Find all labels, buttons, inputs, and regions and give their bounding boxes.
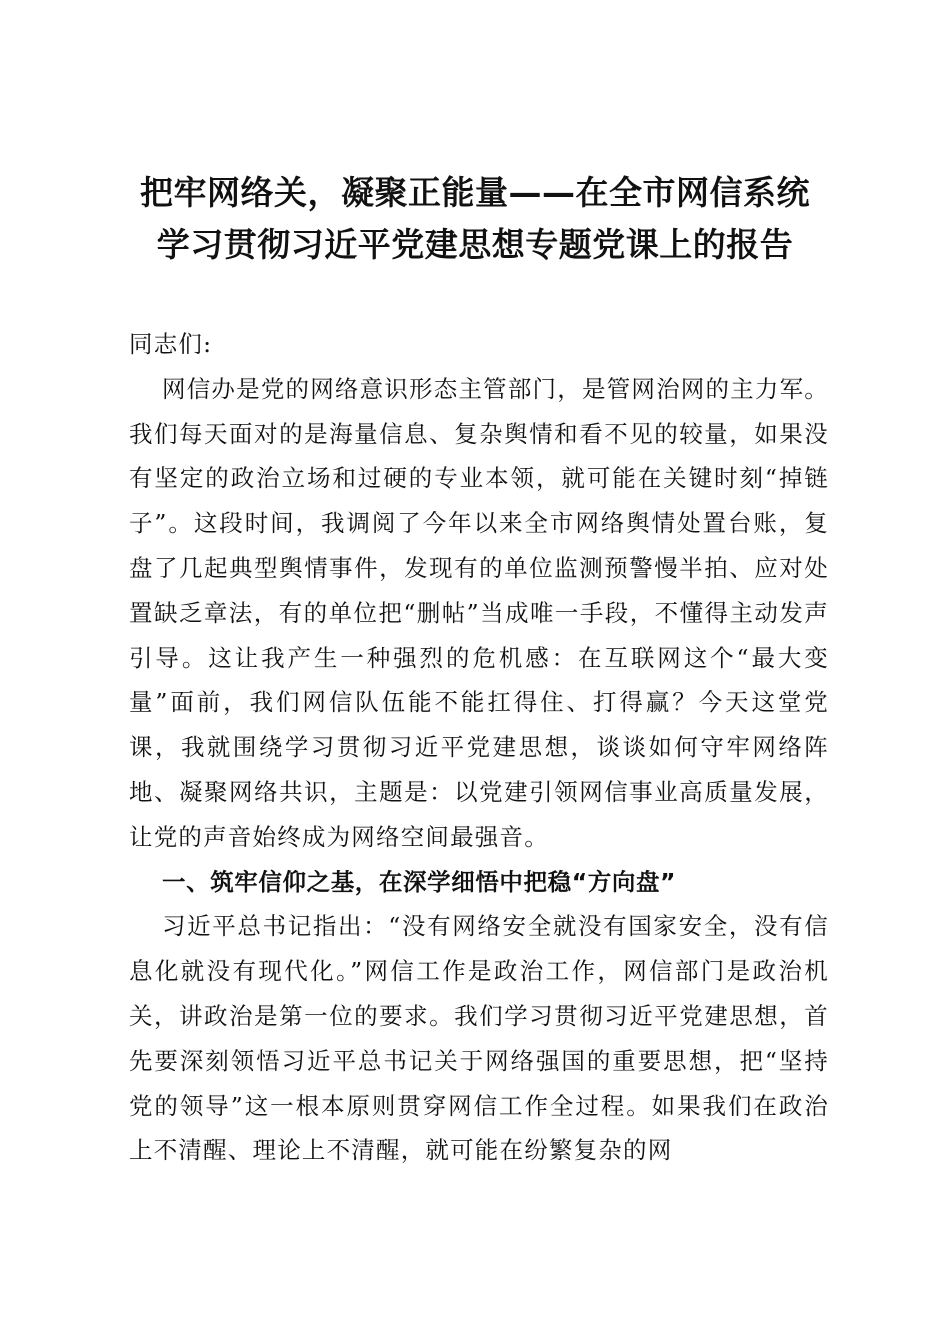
title-line-2: 学习贯彻习近平党建思想专题党课上的报告 [156, 225, 794, 264]
document-title [110, 167, 840, 271]
paragraph-section-1: 习近平总书记指出：“没有网络安全就没有国家安全，没有信息化就没有现代化。”网信工作是政治工作，网信部门是政治机关，讲政治是第一位的要求。我们学习贯彻习近平党建思想，首先要深刻领悟习近平总书记关于网络强国的重要思想，把“坚持党的领导”这一根本原则贯穿网信工作全过程。如果我们在政治上不清醒、理论上不清醒，就可能在纷繁复杂的网 [129, 912, 829, 1165]
document-body [129, 322, 829, 1173]
salutation: 同志们: [129, 330, 213, 358]
title-line-1: 把牢网络关，凝聚正能量——在全市网信系统 [140, 173, 810, 212]
paragraph-intro: 网信办是党的网络意识形态主管部门，是管网治网的主力军。我们每天面对的是海量信息、复杂舆情和看不见的较量，如果没有坚定的政治立场和过硬的专业本领，就可能在关键时刻“掉链子”。这段时间，我调阅了今年以来全市网络舆情处置台账，复盘了几起典型舆情事件，发现有的单位监测预警慢半拍、应对处置缺乏章法，有的单位把“删帖”当成唯一手段，不懂得主动发声引导。这让我产生一种强烈的危机感：在互联网这个“最大变量”面前，我们网信队伍能不能扛得住、打得赢？今天这堂党课，我就围绕学习贯彻习近平党建思想，谈谈如何守牢网络阵地、凝聚网络共识，主题是：以党建引领网信事业高质量发展，让党的声音始终成为网络空间最强音。 [129, 374, 829, 851]
section-heading-1: 一、筑牢信仰之基，在深学细悟中把稳“方向盘” [162, 867, 677, 896]
